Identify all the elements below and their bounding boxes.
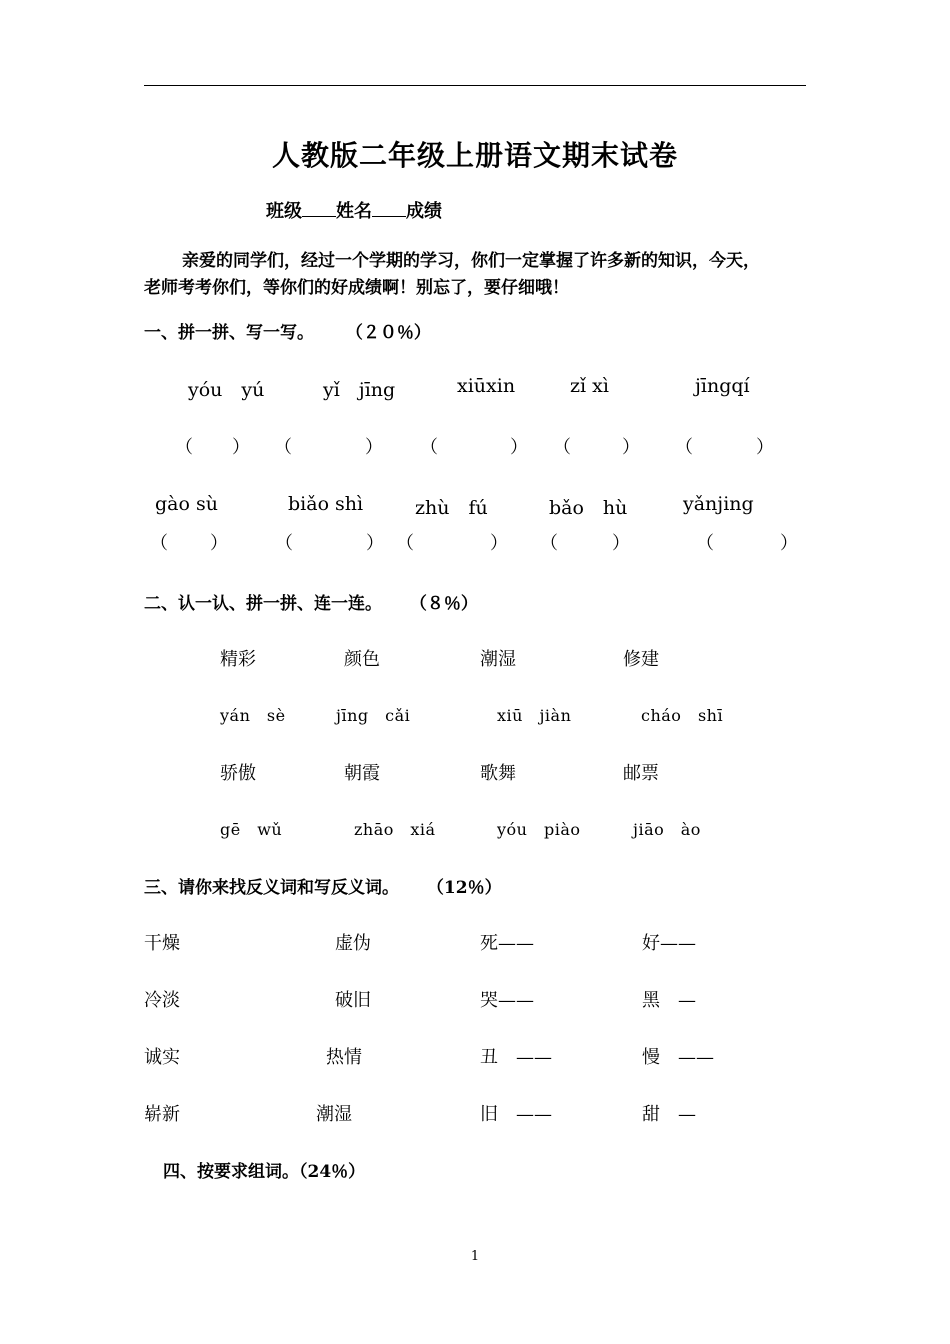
answer-paren-close: ） [490,533,508,554]
antonym-word: 干燥 [144,933,180,954]
section1-score: （２０％） [345,323,431,343]
pinyin-youyu: yóu yú [188,379,265,401]
word-zhaoxia: 朝霞 [344,763,380,784]
answer-paren-close: ） [780,533,798,554]
pinyin-gewu: gē wǔ [220,820,283,839]
pinyin-jingqi: jīngqí [695,375,750,397]
answer-paren-close: ） [756,437,774,458]
pinyin-xiujian: xiū jiàn [497,706,572,725]
answer-paren-open: （ [540,533,558,554]
answer-paren-close: ） [510,437,528,458]
answer-paren-open: （ [420,437,438,458]
answer-paren-close: ） [210,533,228,554]
pinyin-gaosu: gào sù [155,493,218,515]
pinyin-biaoshi: biǎo shì [288,493,364,515]
intro-line-2: 老师考考你们，等你们的好成绩啊！别忘了，要仔细哦！ [144,278,569,298]
pinyin-yijing: yǐ jīng [323,379,396,401]
section4-heading: 四、按要求组词。（24％） [163,1162,366,1182]
answer-paren-open: （ [696,533,714,554]
word-xiujian: 修建 [623,649,659,670]
pinyin-jingcai: jīng cǎi [336,706,411,725]
answer-paren-close: ） [366,533,384,554]
antonym-blank: 旧 —— [480,1104,552,1125]
pinyin-youpiao: yóu piào [497,820,581,839]
word-chaoshi: 潮湿 [480,649,516,670]
section2-score: （８％） [409,594,478,614]
antonym-blank: 好—— [642,933,696,954]
answer-paren-open: （ [275,533,293,554]
pinyin-zixi: zǐ xì [570,375,609,397]
antonym-word: 冷淡 [144,990,180,1011]
pinyin-jiaoao: jiāo ào [633,820,701,839]
section2-heading [144,589,478,614]
class-label: 班级 [266,201,302,222]
pinyin-xiuxin: xiūxin [457,375,516,397]
pinyin-zhufu: zhù fú [415,497,488,519]
antonym-blank: 慢 —— [642,1047,714,1068]
antonym-blank: 哭—— [480,990,534,1011]
antonym-blank: 丑 —— [480,1047,552,1068]
pinyin-yanjing: yǎnjing [683,493,754,515]
page-number: 1 [470,1249,480,1264]
antonym-word: 诚实 [144,1047,180,1068]
section1-heading [144,318,431,343]
answer-paren-open: （ [396,533,414,554]
answer-paren-close: ） [612,533,630,554]
class-blank[interactable] [302,200,336,217]
intro-line-1: 亲爱的同学们，经过一个学期的学习，你们一定掌握了许多新的知识，今天， [182,251,760,271]
antonym-blank: 死—— [480,933,534,954]
page-title: 人教版二年级上册语文期末试卷 [271,139,678,172]
section2-title: 二、认一认、拼一拼、连一连。 [144,594,382,614]
name-label: 姓名 [336,201,372,222]
answer-paren-open: （ [675,437,693,458]
answer-paren-close: ） [365,437,383,458]
antonym-word: 潮湿 [316,1104,352,1125]
word-gewu: 歌舞 [480,763,516,784]
antonym-blank: 甜 — [642,1104,696,1125]
word-jiaoao: 骄傲 [220,763,256,784]
antonym-word: 虚伪 [335,933,371,954]
pinyin-chaoshi: cháo shī [641,706,724,725]
answer-paren-close: ） [622,437,640,458]
answer-paren-open: （ [175,437,193,458]
section3-title: 三、请你来找反义词和写反义词。 [144,878,399,898]
score-label: 成绩 [406,201,442,222]
word-jingcai: 精彩 [220,649,256,670]
answer-paren-open: （ [274,437,292,458]
student-info-line [266,197,442,223]
word-yanse: 颜色 [344,649,380,670]
pinyin-zhaoxia: zhāo xiá [354,820,436,839]
answer-paren-open: （ [553,437,571,458]
antonym-blank: 黑 — [642,990,696,1011]
antonym-word: 崭新 [144,1104,180,1125]
section1-title: 一、拼一拼、写一写。 [144,323,314,343]
word-youpiao: 邮票 [623,763,659,784]
header-rule [144,85,806,86]
pinyin-yanse: yán sè [220,706,286,725]
pinyin-baohu: bǎo hù [549,497,628,519]
section3-heading [144,873,502,898]
answer-paren-close: ） [232,437,250,458]
antonym-word: 热情 [326,1047,362,1068]
section3-score: （12％） [426,878,502,898]
name-blank[interactable] [372,200,406,217]
answer-paren-open: （ [150,533,168,554]
antonym-word: 破旧 [335,990,371,1011]
